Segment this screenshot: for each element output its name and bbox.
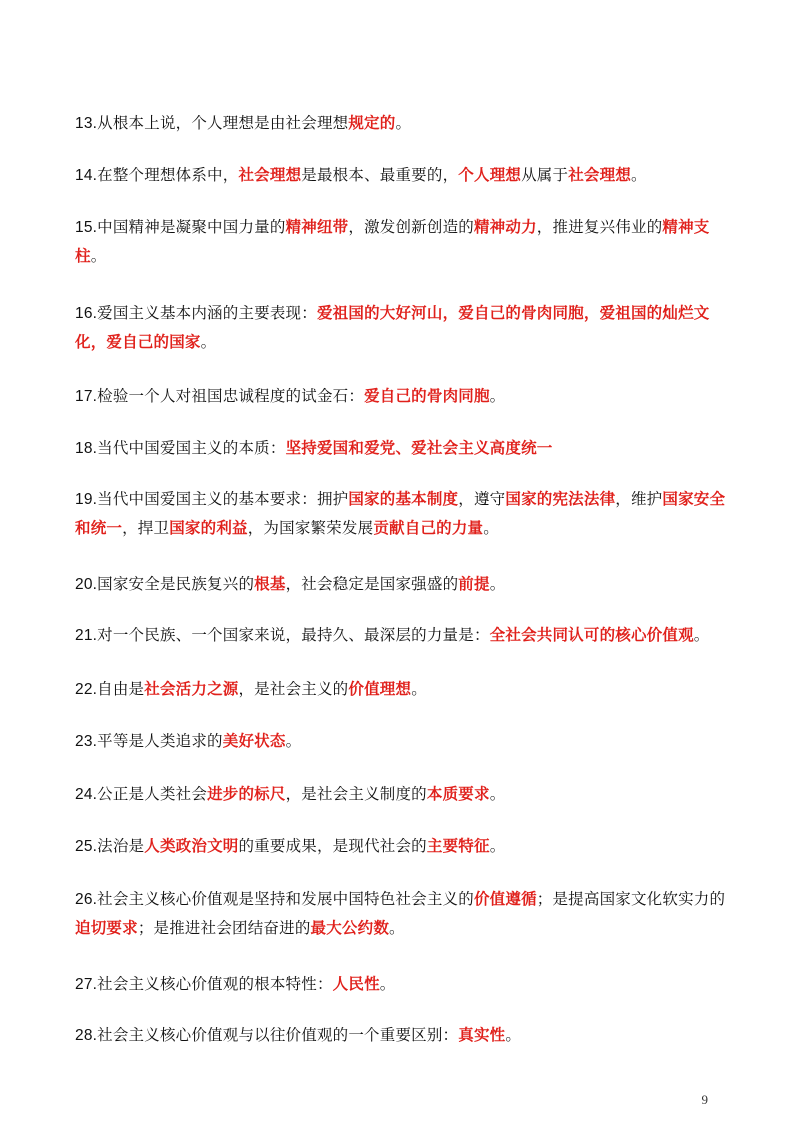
highlighted-term: 精神支柱 <box>75 217 710 265</box>
highlighted-term: 主要特征 <box>426 836 490 855</box>
item-number: 21. <box>75 626 98 644</box>
text-segment: 社会主义核心价值观与以往价值观的一个重要区别： <box>97 1025 459 1044</box>
highlighted-term: 社会理想 <box>568 165 632 184</box>
text-segment: 。 <box>483 518 499 537</box>
page-number: 9 <box>701 1092 708 1107</box>
highlighted-term: 美好状态 <box>222 731 286 750</box>
text-segment: 。 <box>395 113 412 132</box>
item-number: 23. <box>75 732 98 750</box>
highlighted-term: 社会活力之源 <box>144 679 239 698</box>
item-number: 15. <box>75 218 98 236</box>
text-segment: 从属于 <box>521 165 569 184</box>
list-item <box>75 109 737 138</box>
list-item <box>75 161 737 190</box>
item-number: 16. <box>75 304 98 322</box>
list-item <box>75 485 737 542</box>
list-item <box>75 970 737 999</box>
highlighted-term: 进步的标尺 <box>207 784 286 803</box>
list-item <box>75 621 737 650</box>
item-number: 22. <box>75 680 98 698</box>
highlighted-term: 人民性 <box>332 974 380 993</box>
text-segment: 。 <box>631 165 647 184</box>
highlighted-term: 最大公约数 <box>310 918 390 937</box>
item-number: 26. <box>75 890 98 908</box>
list-item <box>75 213 737 270</box>
highlighted-term: 人类政治文明 <box>144 836 239 855</box>
highlighted-term: 价值遵循 <box>473 889 537 908</box>
text-segment: ，为国家繁荣发展 <box>247 518 374 537</box>
highlighted-term: 精神纽带 <box>285 217 349 236</box>
item-number: 19. <box>75 490 98 508</box>
text-segment: 的重要成果，是现代社会的 <box>238 836 427 855</box>
text-segment: ，维护 <box>615 489 663 508</box>
text-segment: ，遵守 <box>458 489 506 508</box>
text-segment: 自由是 <box>97 679 145 698</box>
text-segment: 。 <box>693 625 710 644</box>
highlighted-term: 价值理想 <box>348 679 412 698</box>
text-segment: 公正是人类社会 <box>97 784 208 803</box>
text-segment: 社会主义核心价值观是坚持和发展中国特色社会主义的 <box>97 889 474 908</box>
item-number: 24. <box>75 785 98 803</box>
text-segment: 。 <box>379 974 396 993</box>
text-segment: ；是推进社会团结奋进的 <box>137 918 311 937</box>
item-number: 17. <box>75 387 98 405</box>
highlighted-term: 贡献自己的力量 <box>373 518 484 537</box>
list-item <box>75 299 737 356</box>
list-item <box>75 434 737 463</box>
highlighted-term: 根基 <box>254 574 286 593</box>
text-segment: 平等是人类追求的 <box>97 731 223 750</box>
highlighted-term: 国家的基本制度 <box>348 489 459 508</box>
text-segment: ，推进复兴伟业的 <box>536 217 663 236</box>
item-number: 13. <box>75 114 98 132</box>
highlighted-term: 国家的宪法法律 <box>505 489 616 508</box>
text-segment: 。 <box>489 386 506 405</box>
item-number: 18. <box>75 439 98 457</box>
highlighted-term: 前提 <box>458 574 490 593</box>
list-item <box>75 885 737 942</box>
text-segment: 法治是 <box>97 836 145 855</box>
text-segment: ，激发创新创造的 <box>348 217 474 236</box>
highlighted-term: 国家安全和统一 <box>75 489 726 537</box>
highlighted-term: 社会理想 <box>238 165 302 184</box>
item-number: 25. <box>75 837 98 855</box>
text-segment: ，是社会主义制度的 <box>285 784 427 803</box>
highlighted-term: 迫切要求 <box>75 918 138 937</box>
highlighted-term: 坚持爱国和爱党、爱社会主义高度统一 <box>285 438 553 457</box>
highlighted-term: 真实性 <box>458 1025 506 1044</box>
text-segment: 社会主义核心价值观的根本特性： <box>97 974 333 993</box>
text-segment: 。 <box>200 332 217 351</box>
text-segment: 当代中国爱国主义的基本要求：拥护 <box>97 489 349 508</box>
item-number: 14. <box>75 166 98 184</box>
item-number: 20. <box>75 575 98 593</box>
highlighted-term: 爱自己的骨肉同胞 <box>364 386 490 405</box>
text-segment: ，捍卫 <box>122 518 170 537</box>
text-segment: 中国精神是凝聚中国力量的 <box>97 217 286 236</box>
text-segment: 。 <box>389 918 405 937</box>
highlighted-term: 全社会共同认可的核心价值观 <box>489 625 694 644</box>
list-item <box>75 1021 737 1050</box>
text-segment: ，是社会主义的 <box>238 679 349 698</box>
list-item <box>75 832 737 861</box>
text-segment: 。 <box>489 836 506 855</box>
text-segment: ，社会稳定是国家强盛的 <box>285 574 459 593</box>
item-number: 28. <box>75 1026 98 1044</box>
text-segment: 。 <box>285 731 302 750</box>
list-item <box>75 570 737 599</box>
text-segment: 是最根本、最重要的， <box>301 165 459 184</box>
text-segment: 从根本上说，个人理想是由社会理想 <box>97 113 349 132</box>
text-segment: 在整个理想体系中， <box>97 165 239 184</box>
text-segment: 。 <box>489 784 506 803</box>
list-item <box>75 727 737 756</box>
highlighted-term: 个人理想 <box>458 165 522 184</box>
text-segment: 。 <box>90 246 107 265</box>
text-segment: 检验一个人对祖国忠诚程度的试金石： <box>97 386 365 405</box>
list-item <box>75 675 737 704</box>
highlighted-term: 国家的利益 <box>169 518 248 537</box>
text-segment: 当代中国爱国主义的本质： <box>97 438 286 457</box>
highlighted-term: 爱祖国的大好河山，爱自己的骨肉同胞，爱祖国的灿烂文化，爱自己的国家 <box>75 303 710 351</box>
highlighted-term: 精神动力 <box>473 217 537 236</box>
list-item <box>75 382 737 411</box>
text-segment: 。 <box>411 679 427 698</box>
highlighted-term: 本质要求 <box>426 784 490 803</box>
text-segment: ；是提高国家文化软实力的 <box>536 889 726 908</box>
text-segment: 国家安全是民族复兴的 <box>97 574 255 593</box>
text-segment: 对一个民族、一个国家来说，最持久、最深层的力量是： <box>97 625 490 644</box>
item-number: 27. <box>75 975 98 993</box>
text-segment: 。 <box>505 1025 522 1044</box>
text-segment: 爱国主义基本内涵的主要表现： <box>97 303 317 322</box>
list-item <box>75 780 737 809</box>
text-segment: 。 <box>489 574 506 593</box>
highlighted-term: 规定的 <box>348 113 396 132</box>
